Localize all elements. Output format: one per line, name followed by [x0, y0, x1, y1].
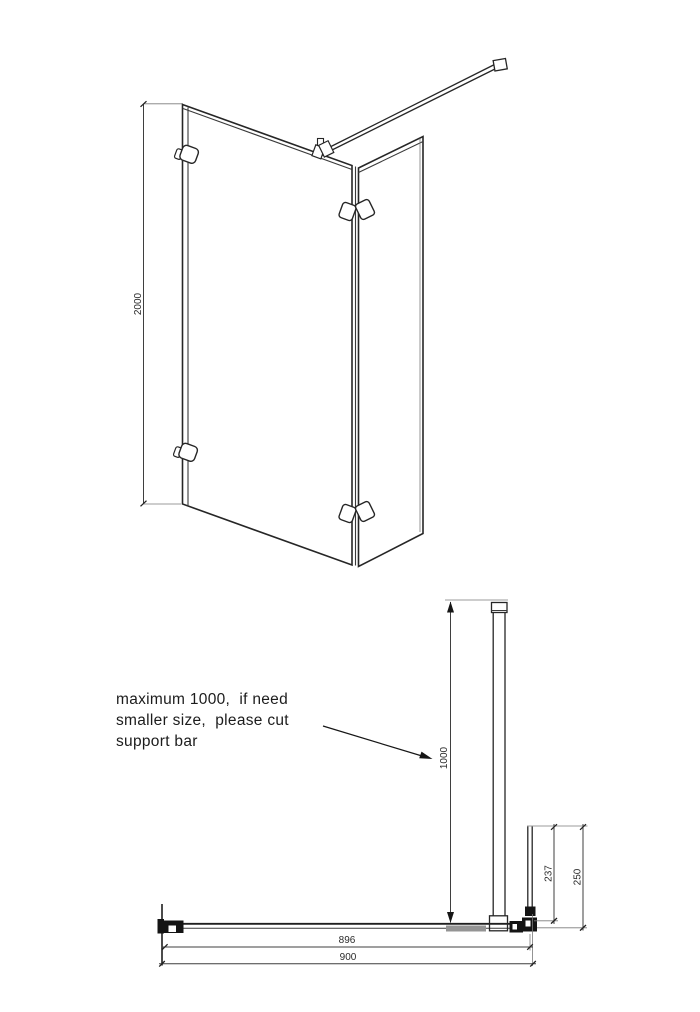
cutting-instruction-note: [116, 689, 289, 752]
dim-label-237: 237: [543, 865, 555, 882]
wall-bracket-notch: [169, 926, 177, 933]
bar-dim-arrow-down: [447, 912, 454, 923]
note-line-1: maximum 1000, if need: [116, 691, 289, 708]
front-panel-top-inner-edge: [183, 109, 352, 170]
isometric-view: [133, 58, 507, 566]
dim-label-896: 896: [338, 935, 356, 946]
connector-notch: [513, 924, 518, 930]
front-glass-panel: [183, 105, 356, 566]
wall-fixing-plan: [158, 904, 184, 966]
upper-corner-clip-right: [355, 199, 376, 221]
support-bar-end-cap: [493, 58, 507, 71]
return-depth-dimensions: [527, 824, 588, 966]
leader-line: [323, 726, 427, 758]
main-glass-plan: [176, 916, 521, 932]
lower-corner-clip-right: [355, 501, 376, 523]
note-line-3: support bar: [116, 733, 198, 750]
bar-dim-label: 1000: [439, 746, 450, 770]
lower-wall-clip: [178, 442, 199, 462]
note-leader-arrow: [323, 726, 433, 759]
support-bar-top-edge: [326, 65, 495, 150]
width-dimensions: [159, 934, 536, 967]
return-panel-top-inner-edge: [359, 142, 424, 173]
plan-view: [158, 600, 588, 967]
dim-label-250: 250: [572, 868, 584, 886]
dim-label-900: 900: [339, 951, 357, 963]
bar-dim-arrow-up: [447, 602, 454, 613]
note-line-2: smaller size, please cut: [116, 712, 289, 729]
bar-foot-plate: [446, 926, 486, 932]
corner-bracket-notch: [526, 921, 531, 927]
bar-length-dimension-1000: [439, 602, 454, 924]
wall-clips: [173, 144, 200, 462]
corner-bracket-upper: [525, 907, 536, 917]
leader-arrowhead: [419, 752, 432, 759]
corner-clips: [338, 199, 375, 524]
upper-corner-clip-left: [338, 202, 357, 222]
support-bar-bottom-edge: [327, 69, 496, 153]
front-panel-outline: [183, 105, 353, 566]
height-dimension-2000: [133, 101, 183, 506]
support-bar-plan: [445, 600, 508, 916]
lower-corner-clip-left: [338, 504, 357, 524]
height-dim-label: 2000: [133, 292, 144, 316]
